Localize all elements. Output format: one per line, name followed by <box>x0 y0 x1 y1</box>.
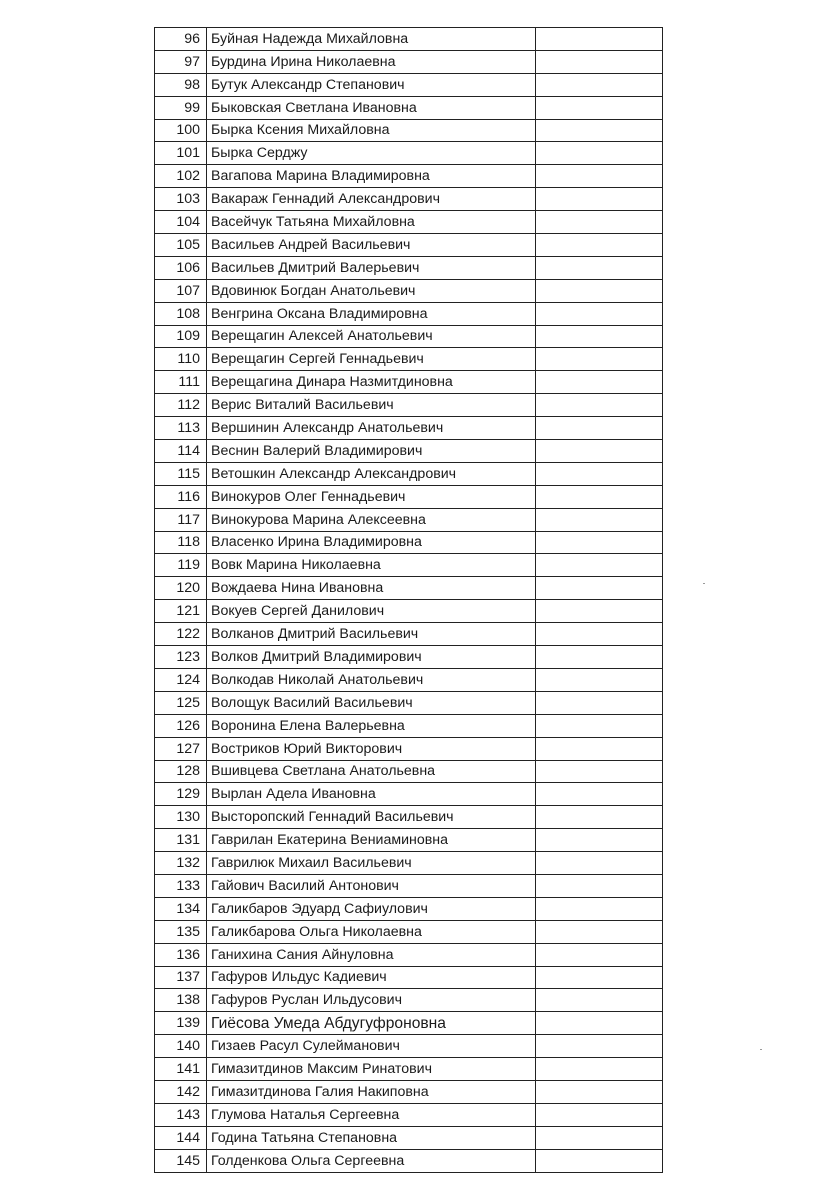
table-row <box>155 96 663 119</box>
row-number-cell: 131 <box>155 829 207 852</box>
row-number-cell: 114 <box>155 440 207 463</box>
full-name-cell: Гаврилан Екатерина Вениаминовна <box>207 829 536 852</box>
full-name-cell: Галикбаров Эдуард Сафиулович <box>207 897 536 920</box>
full-name-cell: Верещагин Сергей Геннадьевич <box>207 348 536 371</box>
row-number-cell: 129 <box>155 783 207 806</box>
table-row <box>155 508 663 531</box>
row-number-cell: 118 <box>155 531 207 554</box>
full-name-cell: Веснин Валерий Владимирович <box>207 440 536 463</box>
table-row <box>155 371 663 394</box>
full-name-cell: Гимазитдинов Максим Ринатович <box>207 1058 536 1081</box>
full-name-cell: Васильев Андрей Васильевич <box>207 234 536 257</box>
table-row <box>155 234 663 257</box>
signature-cell <box>536 920 663 943</box>
row-number-cell: 133 <box>155 874 207 897</box>
full-name-cell: Гизаев Расул Сулейманович <box>207 1035 536 1058</box>
table-row <box>155 897 663 920</box>
table-row <box>155 417 663 440</box>
row-number-cell: 104 <box>155 211 207 234</box>
document-sheet <box>154 27 661 1173</box>
full-name-cell: Волощук Василий Васильевич <box>207 691 536 714</box>
table-row <box>155 1126 663 1149</box>
row-number-cell: 136 <box>155 943 207 966</box>
signature-cell <box>536 966 663 989</box>
signature-cell <box>536 646 663 669</box>
full-name-cell: Быковская Светлана Ивановна <box>207 96 536 119</box>
row-number-cell: 142 <box>155 1080 207 1103</box>
row-number-cell: 137 <box>155 966 207 989</box>
signature-cell <box>536 806 663 829</box>
signature-cell <box>536 1058 663 1081</box>
table-row <box>155 966 663 989</box>
table-row <box>155 874 663 897</box>
table-row <box>155 394 663 417</box>
table-row <box>155 1080 663 1103</box>
full-name-cell: Гиёсова Умеда Абдугуфроновна <box>207 1012 536 1035</box>
table-row <box>155 1012 663 1035</box>
table-row <box>155 714 663 737</box>
signature-cell <box>536 302 663 325</box>
table-row <box>155 119 663 142</box>
full-name-cell: Винокуров Олег Геннадьевич <box>207 485 536 508</box>
signature-cell <box>536 577 663 600</box>
signature-cell <box>536 96 663 119</box>
row-number-cell: 141 <box>155 1058 207 1081</box>
full-name-cell: Воронина Елена Валерьевна <box>207 714 536 737</box>
table-row <box>155 691 663 714</box>
row-number-cell: 103 <box>155 188 207 211</box>
full-name-cell: Вырлан Адела Ивановна <box>207 783 536 806</box>
row-number-cell: 139 <box>155 1012 207 1035</box>
signature-cell <box>536 417 663 440</box>
signature-cell <box>536 897 663 920</box>
signature-cell <box>536 371 663 394</box>
row-number-cell: 143 <box>155 1103 207 1126</box>
full-name-cell: Вакараж Геннадий Александрович <box>207 188 536 211</box>
row-number-cell: 122 <box>155 623 207 646</box>
signature-cell <box>536 1035 663 1058</box>
row-number-cell: 110 <box>155 348 207 371</box>
table-row <box>155 554 663 577</box>
table-row <box>155 737 663 760</box>
full-name-cell: Востриков Юрий Викторович <box>207 737 536 760</box>
row-number-cell: 98 <box>155 73 207 96</box>
signature-cell <box>536 1149 663 1172</box>
full-name-cell: Верещагина Динара Назмитдиновна <box>207 371 536 394</box>
signature-cell <box>536 28 663 51</box>
row-number-cell: 107 <box>155 279 207 302</box>
row-number-cell: 117 <box>155 508 207 531</box>
table-row <box>155 646 663 669</box>
signature-cell <box>536 508 663 531</box>
table-row <box>155 1149 663 1172</box>
full-name-cell: Венгрина Оксана Владимировна <box>207 302 536 325</box>
row-number-cell: 99 <box>155 96 207 119</box>
full-name-cell: Вождаева Нина Ивановна <box>207 577 536 600</box>
full-name-cell: Ветошкин Александр Александрович <box>207 462 536 485</box>
row-number-cell: 121 <box>155 600 207 623</box>
row-number-cell: 108 <box>155 302 207 325</box>
table-row <box>155 852 663 875</box>
full-name-cell: Гафуров Руслан Ильдусович <box>207 989 536 1012</box>
signature-cell <box>536 165 663 188</box>
signature-cell <box>536 600 663 623</box>
signature-cell <box>536 737 663 760</box>
signature-cell <box>536 554 663 577</box>
roster-table <box>154 27 663 1173</box>
signature-cell <box>536 989 663 1012</box>
signature-cell <box>536 531 663 554</box>
full-name-cell: Буйная Надежда Михайловна <box>207 28 536 51</box>
signature-cell <box>536 462 663 485</box>
signature-cell <box>536 668 663 691</box>
row-number-cell: 116 <box>155 485 207 508</box>
table-row <box>155 943 663 966</box>
row-number-cell: 140 <box>155 1035 207 1058</box>
table-row <box>155 348 663 371</box>
signature-cell <box>536 1103 663 1126</box>
table-row <box>155 1058 663 1081</box>
signature-cell <box>536 279 663 302</box>
table-row <box>155 325 663 348</box>
row-number-cell: 135 <box>155 920 207 943</box>
signature-cell <box>536 783 663 806</box>
full-name-cell: Вокуев Сергей Данилович <box>207 600 536 623</box>
row-number-cell: 128 <box>155 760 207 783</box>
signature-cell <box>536 211 663 234</box>
full-name-cell: Бурдина Ирина Николаевна <box>207 50 536 73</box>
signature-cell <box>536 829 663 852</box>
signature-cell <box>536 852 663 875</box>
full-name-cell: Гаврилюк Михаил Васильевич <box>207 852 536 875</box>
full-name-cell: Волкодав Николай Анатольевич <box>207 668 536 691</box>
signature-cell <box>536 714 663 737</box>
row-number-cell: 144 <box>155 1126 207 1149</box>
full-name-cell: Верещагин Алексей Анатольевич <box>207 325 536 348</box>
table-row <box>155 531 663 554</box>
full-name-cell: Гайович Василий Антонович <box>207 874 536 897</box>
table-row <box>155 600 663 623</box>
full-name-cell: Васильев Дмитрий Валерьевич <box>207 256 536 279</box>
row-number-cell: 124 <box>155 668 207 691</box>
row-number-cell: 132 <box>155 852 207 875</box>
row-number-cell: 105 <box>155 234 207 257</box>
signature-cell <box>536 943 663 966</box>
table-row <box>155 1035 663 1058</box>
full-name-cell: Бырка Ксения Михайловна <box>207 119 536 142</box>
signature-cell <box>536 874 663 897</box>
signature-cell <box>536 50 663 73</box>
row-number-cell: 109 <box>155 325 207 348</box>
full-name-cell: Васейчук Татьяна Михайловна <box>207 211 536 234</box>
row-number-cell: 123 <box>155 646 207 669</box>
full-name-cell: Голденкова Ольга Сергеевна <box>207 1149 536 1172</box>
table-row <box>155 623 663 646</box>
table-row <box>155 188 663 211</box>
full-name-cell: Гафуров Ильдус Кадиевич <box>207 966 536 989</box>
row-number-cell: 100 <box>155 119 207 142</box>
signature-cell <box>536 1126 663 1149</box>
table-row <box>155 211 663 234</box>
row-number-cell: 106 <box>155 256 207 279</box>
table-row <box>155 920 663 943</box>
table-row <box>155 989 663 1012</box>
row-number-cell: 126 <box>155 714 207 737</box>
signature-cell <box>536 1012 663 1035</box>
row-number-cell: 145 <box>155 1149 207 1172</box>
full-name-cell: Вшивцева Светлана Анатольевна <box>207 760 536 783</box>
signature-cell <box>536 440 663 463</box>
signature-cell <box>536 760 663 783</box>
row-number-cell: 101 <box>155 142 207 165</box>
signature-cell <box>536 623 663 646</box>
table-row <box>155 783 663 806</box>
signature-cell <box>536 256 663 279</box>
table-row <box>155 577 663 600</box>
signature-cell <box>536 188 663 211</box>
full-name-cell: Верис Виталий Васильевич <box>207 394 536 417</box>
full-name-cell: Винокурова Марина Алексеевна <box>207 508 536 531</box>
table-row <box>155 668 663 691</box>
roster-body <box>155 28 663 1173</box>
full-name-cell: Вдовинюк Богдан Анатольевич <box>207 279 536 302</box>
full-name-cell: Бутук Александр Степанович <box>207 73 536 96</box>
full-name-cell: Вагапова Марина Владимировна <box>207 165 536 188</box>
table-row <box>155 1103 663 1126</box>
row-number-cell: 115 <box>155 462 207 485</box>
row-number-cell: 134 <box>155 897 207 920</box>
table-row <box>155 806 663 829</box>
table-row <box>155 256 663 279</box>
signature-cell <box>536 142 663 165</box>
table-row <box>155 28 663 51</box>
scan-speck <box>703 583 705 584</box>
full-name-cell: Волканов Дмитрий Васильевич <box>207 623 536 646</box>
table-row <box>155 485 663 508</box>
table-row <box>155 50 663 73</box>
row-number-cell: 102 <box>155 165 207 188</box>
table-row <box>155 760 663 783</box>
row-number-cell: 96 <box>155 28 207 51</box>
row-number-cell: 119 <box>155 554 207 577</box>
row-number-cell: 125 <box>155 691 207 714</box>
table-row <box>155 829 663 852</box>
signature-cell <box>536 348 663 371</box>
row-number-cell: 112 <box>155 394 207 417</box>
signature-cell <box>536 325 663 348</box>
full-name-cell: Волков Дмитрий Владимирович <box>207 646 536 669</box>
full-name-cell: Бырка Серджу <box>207 142 536 165</box>
row-number-cell: 97 <box>155 50 207 73</box>
signature-cell <box>536 394 663 417</box>
row-number-cell: 120 <box>155 577 207 600</box>
signature-cell <box>536 73 663 96</box>
row-number-cell: 127 <box>155 737 207 760</box>
signature-cell <box>536 234 663 257</box>
full-name-cell: Година Татьяна Степановна <box>207 1126 536 1149</box>
row-number-cell: 130 <box>155 806 207 829</box>
row-number-cell: 138 <box>155 989 207 1012</box>
table-row <box>155 73 663 96</box>
table-row <box>155 142 663 165</box>
table-row <box>155 440 663 463</box>
signature-cell <box>536 1080 663 1103</box>
scan-speck <box>760 1049 762 1050</box>
table-row <box>155 165 663 188</box>
full-name-cell: Глумова Наталья Сергеевна <box>207 1103 536 1126</box>
full-name-cell: Галикбарова Ольга Николаевна <box>207 920 536 943</box>
signature-cell <box>536 119 663 142</box>
full-name-cell: Высторопский Геннадий Васильевич <box>207 806 536 829</box>
row-number-cell: 111 <box>155 371 207 394</box>
row-number-cell: 113 <box>155 417 207 440</box>
full-name-cell: Гимазитдинова Галия Накиповна <box>207 1080 536 1103</box>
full-name-cell: Вершинин Александр Анатольевич <box>207 417 536 440</box>
signature-cell <box>536 485 663 508</box>
table-row <box>155 462 663 485</box>
signature-cell <box>536 691 663 714</box>
full-name-cell: Власенко Ирина Владимировна <box>207 531 536 554</box>
table-row <box>155 302 663 325</box>
full-name-cell: Вовк Марина Николаевна <box>207 554 536 577</box>
table-row <box>155 279 663 302</box>
full-name-cell: Ганихина Сания Айнуловна <box>207 943 536 966</box>
